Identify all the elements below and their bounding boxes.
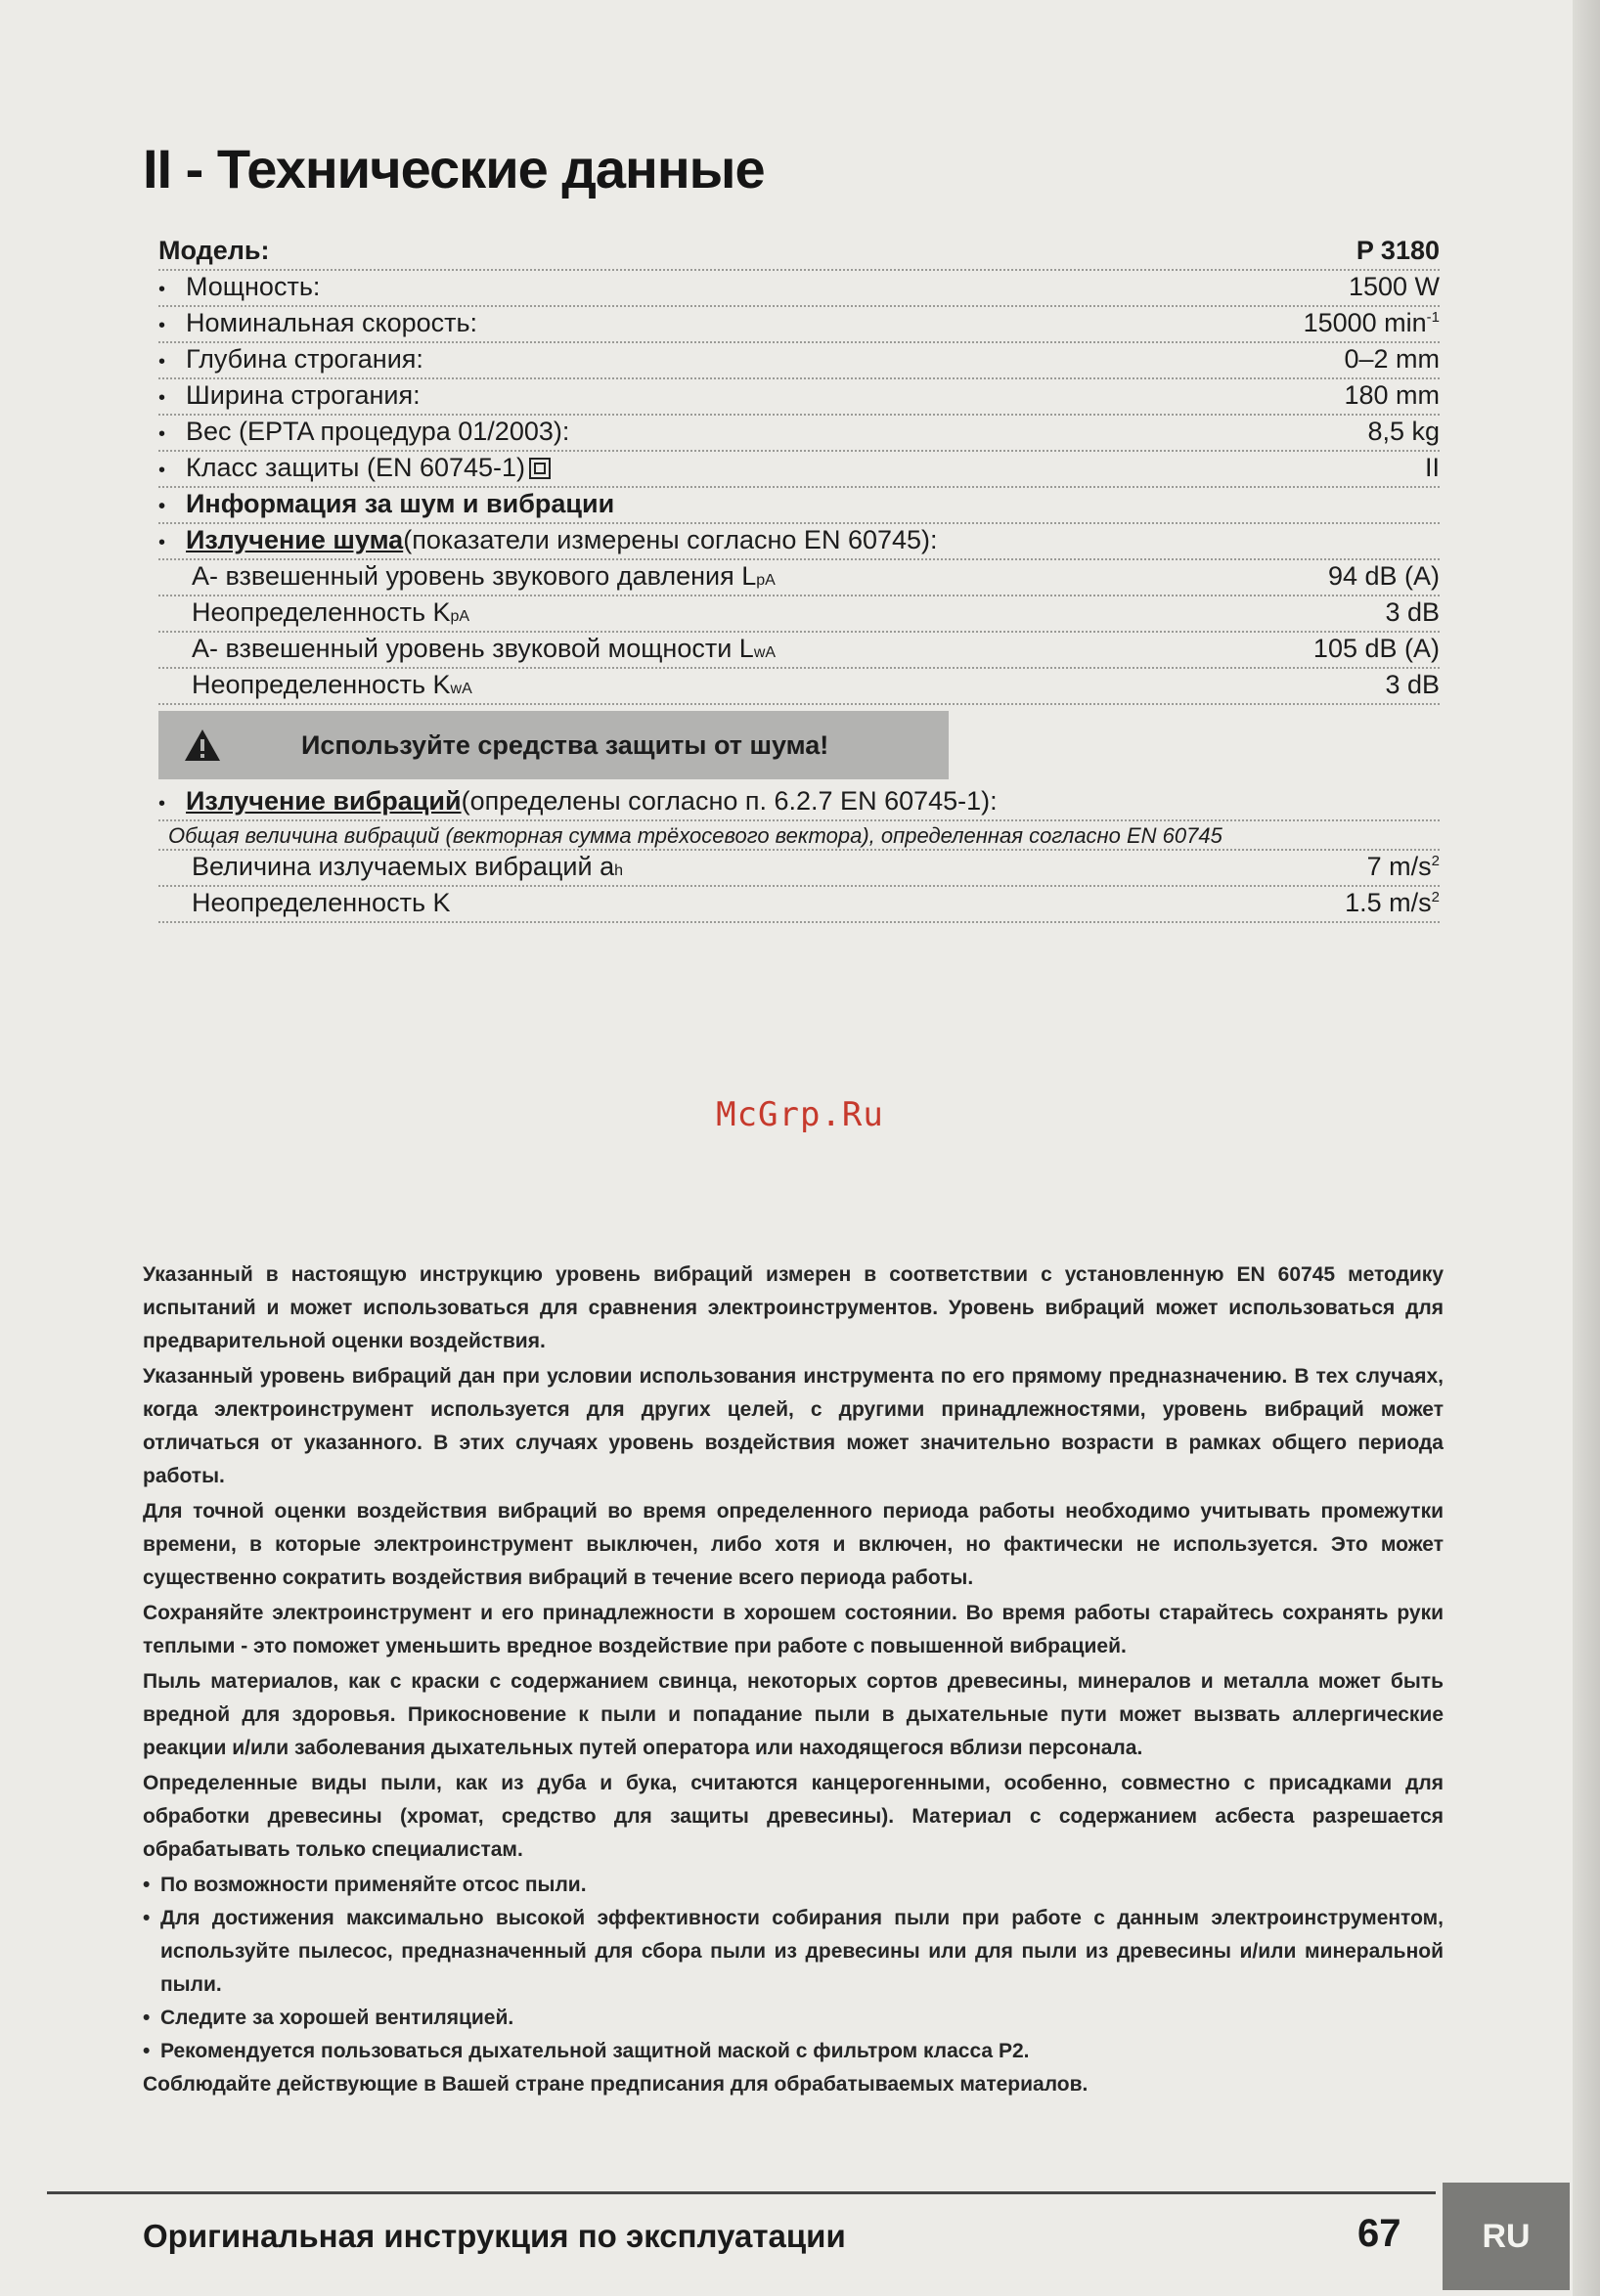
- spec-value: 0–2 mm: [1344, 344, 1440, 374]
- spec-label: Класс защиты (EN 60745-1): [186, 453, 526, 482]
- noise-row: [158, 669, 1440, 705]
- bullet-list: [143, 1869, 1444, 2068]
- noise-value: 3 dB: [1385, 597, 1440, 627]
- vibration-value-exponent: 2: [1431, 853, 1440, 869]
- spec-value: 1500 W: [1348, 272, 1440, 301]
- vibration-heading-row: [158, 785, 1440, 821]
- noise-value: 94 dB (A): [1327, 561, 1440, 591]
- spec-row: [158, 343, 1440, 379]
- noise-label-sub: wA: [450, 681, 472, 697]
- noise-heading: Излучение шума: [186, 525, 404, 554]
- footer-title: Оригинальная инструкция по эксплуатации: [143, 2218, 846, 2254]
- model-value: P 3180: [1356, 236, 1440, 265]
- vibration-row: [158, 851, 1440, 887]
- bullet-icon: •: [158, 532, 166, 553]
- vibration-note: Общая величина вибраций (векторная сумма трёхосевого вектора), определенная согласно EN 60745: [158, 821, 1440, 851]
- vibration-label: Величина излучаемых вибраций a: [192, 852, 615, 881]
- noise-row: [158, 633, 1440, 669]
- bullet-icon: •: [158, 460, 166, 481]
- bullet-icon: •: [158, 351, 166, 373]
- spec-value-exponent: -1: [1426, 309, 1440, 326]
- body-text: [143, 1258, 1444, 2103]
- vibration-label-sub: h: [614, 862, 623, 879]
- spec-value: 180 mm: [1344, 380, 1440, 410]
- spec-value: 15000 min: [1303, 308, 1427, 337]
- noise-info-heading-row: [158, 488, 1440, 524]
- noise-row: [158, 560, 1440, 596]
- spec-label: Номинальная скорость:: [186, 308, 478, 337]
- spec-row: [158, 379, 1440, 416]
- list-item: • Следите за хорошей вентиляцией.: [143, 2002, 1444, 2035]
- language-tab: RU: [1443, 2183, 1570, 2290]
- page-number: 67: [1357, 2212, 1401, 2255]
- noise-label: А- взвешенный уровень звуковой мощности L: [192, 634, 754, 663]
- vibration-heading-rest: (определены согласно п. 6.2.7 EN 60745-1):: [461, 786, 998, 816]
- page-edge-shadow: [1573, 0, 1600, 2296]
- noise-label-sub: pA: [450, 608, 470, 625]
- spec-row: [158, 452, 1440, 488]
- bullet-icon: •: [158, 496, 166, 517]
- warning-triangle-icon: [158, 728, 246, 763]
- noise-info-heading: Информация за шум и вибрации: [186, 489, 615, 518]
- model-label: Модель:: [158, 236, 270, 265]
- noise-label: Неопределенность K: [192, 670, 451, 699]
- noise-label-sub: wA: [753, 644, 777, 661]
- bullet-icon: •: [158, 387, 166, 409]
- closing-paragraph: Соблюдайте действующие в Вашей стране предписания для обрабатываемых материалов.: [143, 2073, 1089, 2096]
- vibration-row: [158, 887, 1440, 923]
- spec-label: Ширина строгания:: [186, 380, 421, 410]
- noise-label: Неопределенность K: [192, 597, 451, 627]
- paragraph: Сохраняйте электроинструмент и его принадлежности в хорошем состоянии. Во время работы старайтесь сохранять руки теплыми - это поможет уменьшить вредное воздействие при работе с повышенной вибрацией.: [143, 1602, 1444, 1657]
- bullet-icon: •: [158, 793, 166, 815]
- footer-divider: [47, 2191, 1436, 2194]
- vibration-value-exponent: 2: [1431, 889, 1440, 905]
- spec-row: [158, 307, 1440, 343]
- warning-text: Используйте средства защиты от шума!: [301, 729, 829, 760]
- vibration-value: 7 m/s: [1366, 852, 1432, 881]
- bullet-icon: •: [158, 423, 166, 445]
- noise-value: 105 dB (A): [1312, 634, 1440, 663]
- bullet-icon: •: [158, 279, 166, 300]
- paragraph: Указанный уровень вибраций дан при условии использования инструмента по его прямому предназначению. В тех случаях, когда электроинструмент используется для других целей, с другими принадлежностями, уровень вибраций может отличаться от указанного. В этих случаях уровень воздействия может значительно возрасти в рамках общего периода работы.: [143, 1365, 1444, 1487]
- spec-label: Мощность:: [186, 272, 321, 301]
- spec-row: [158, 271, 1440, 307]
- spec-value: II: [1424, 453, 1440, 482]
- noise-heading-rest: (показатели измерены согласно EN 60745):: [403, 525, 938, 554]
- paragraph: Пыль материалов, как с краски с содержанием свинца, некоторых сортов древесины, минералов и металла может быть вредной для здоровья. Прикосновение к пыли и попадание пыли в дыхательные пути может вызвать аллергические реакции и/или заболевания дыхательных путей оператора или находящегося вблизи персонала.: [143, 1670, 1444, 1759]
- spec-label: Вес (EPTA процедура 01/2003):: [186, 417, 570, 446]
- page-title: II - Технические данные: [143, 138, 765, 199]
- paragraph: Определенные виды пыли, как из дуба и бука, считаются канцерогенными, особенно, совместно с присадками для обработки древесины (хромат, средство для защиты древесины). Материал с содержанием асбеста разрешается обрабатывать только специалистам.: [143, 1772, 1444, 1861]
- list-item: • Рекомендуется пользоваться дыхательной защитной маской с фильтром класса P2.: [143, 2035, 1444, 2068]
- noise-heading-row: [158, 524, 1440, 560]
- list-item: • По возможности применяйте отсос пыли.: [143, 1869, 1444, 1902]
- spec-table: [158, 235, 1440, 923]
- protection-class-icon: [529, 458, 551, 479]
- spec-row: [158, 416, 1440, 452]
- watermark: McGrp.Ru: [716, 1095, 884, 1134]
- spec-row-model: [158, 235, 1440, 271]
- noise-label: А- взвешенный уровень звукового давления L: [192, 561, 757, 591]
- noise-value: 3 dB: [1385, 670, 1440, 699]
- noise-row: [158, 596, 1440, 633]
- vibration-label: Неопределенность K: [192, 888, 451, 917]
- paragraph: Для точной оценки воздействия вибраций во время определенного периода работы необходимо учитывать промежутки времени, в которые электроинструмент выключен, либо хотя и включен, но фактически не используется. Это может существенно сократить воздействия вибраций в течение всего периода работы.: [143, 1500, 1444, 1589]
- spec-label: Глубина строгания:: [186, 344, 423, 374]
- vibration-heading: Излучение вибраций: [186, 786, 462, 816]
- spec-value: 8,5 kg: [1367, 417, 1440, 446]
- list-item: • Для достижения максимально высокой эффективности собирания пыли при работе с данным электроинструментом, используйте пылесос, предназначенный для сбора пыли из древесины или для пыли из древесины и/или минеральной пыли.: [143, 1902, 1444, 2002]
- vibration-value: 1.5 m/s: [1345, 888, 1432, 917]
- warning-box: [158, 711, 949, 779]
- paragraph: Указанный в настоящую инструкцию уровень вибраций измерен в соответствии с установленную EN 60745 методику испытаний и может использоваться для сравнения электроинструментов. Уровень вибраций может использоваться для предварительной оценки воздействия.: [143, 1263, 1444, 1352]
- bullet-icon: •: [158, 315, 166, 336]
- noise-label-sub: pA: [756, 572, 776, 589]
